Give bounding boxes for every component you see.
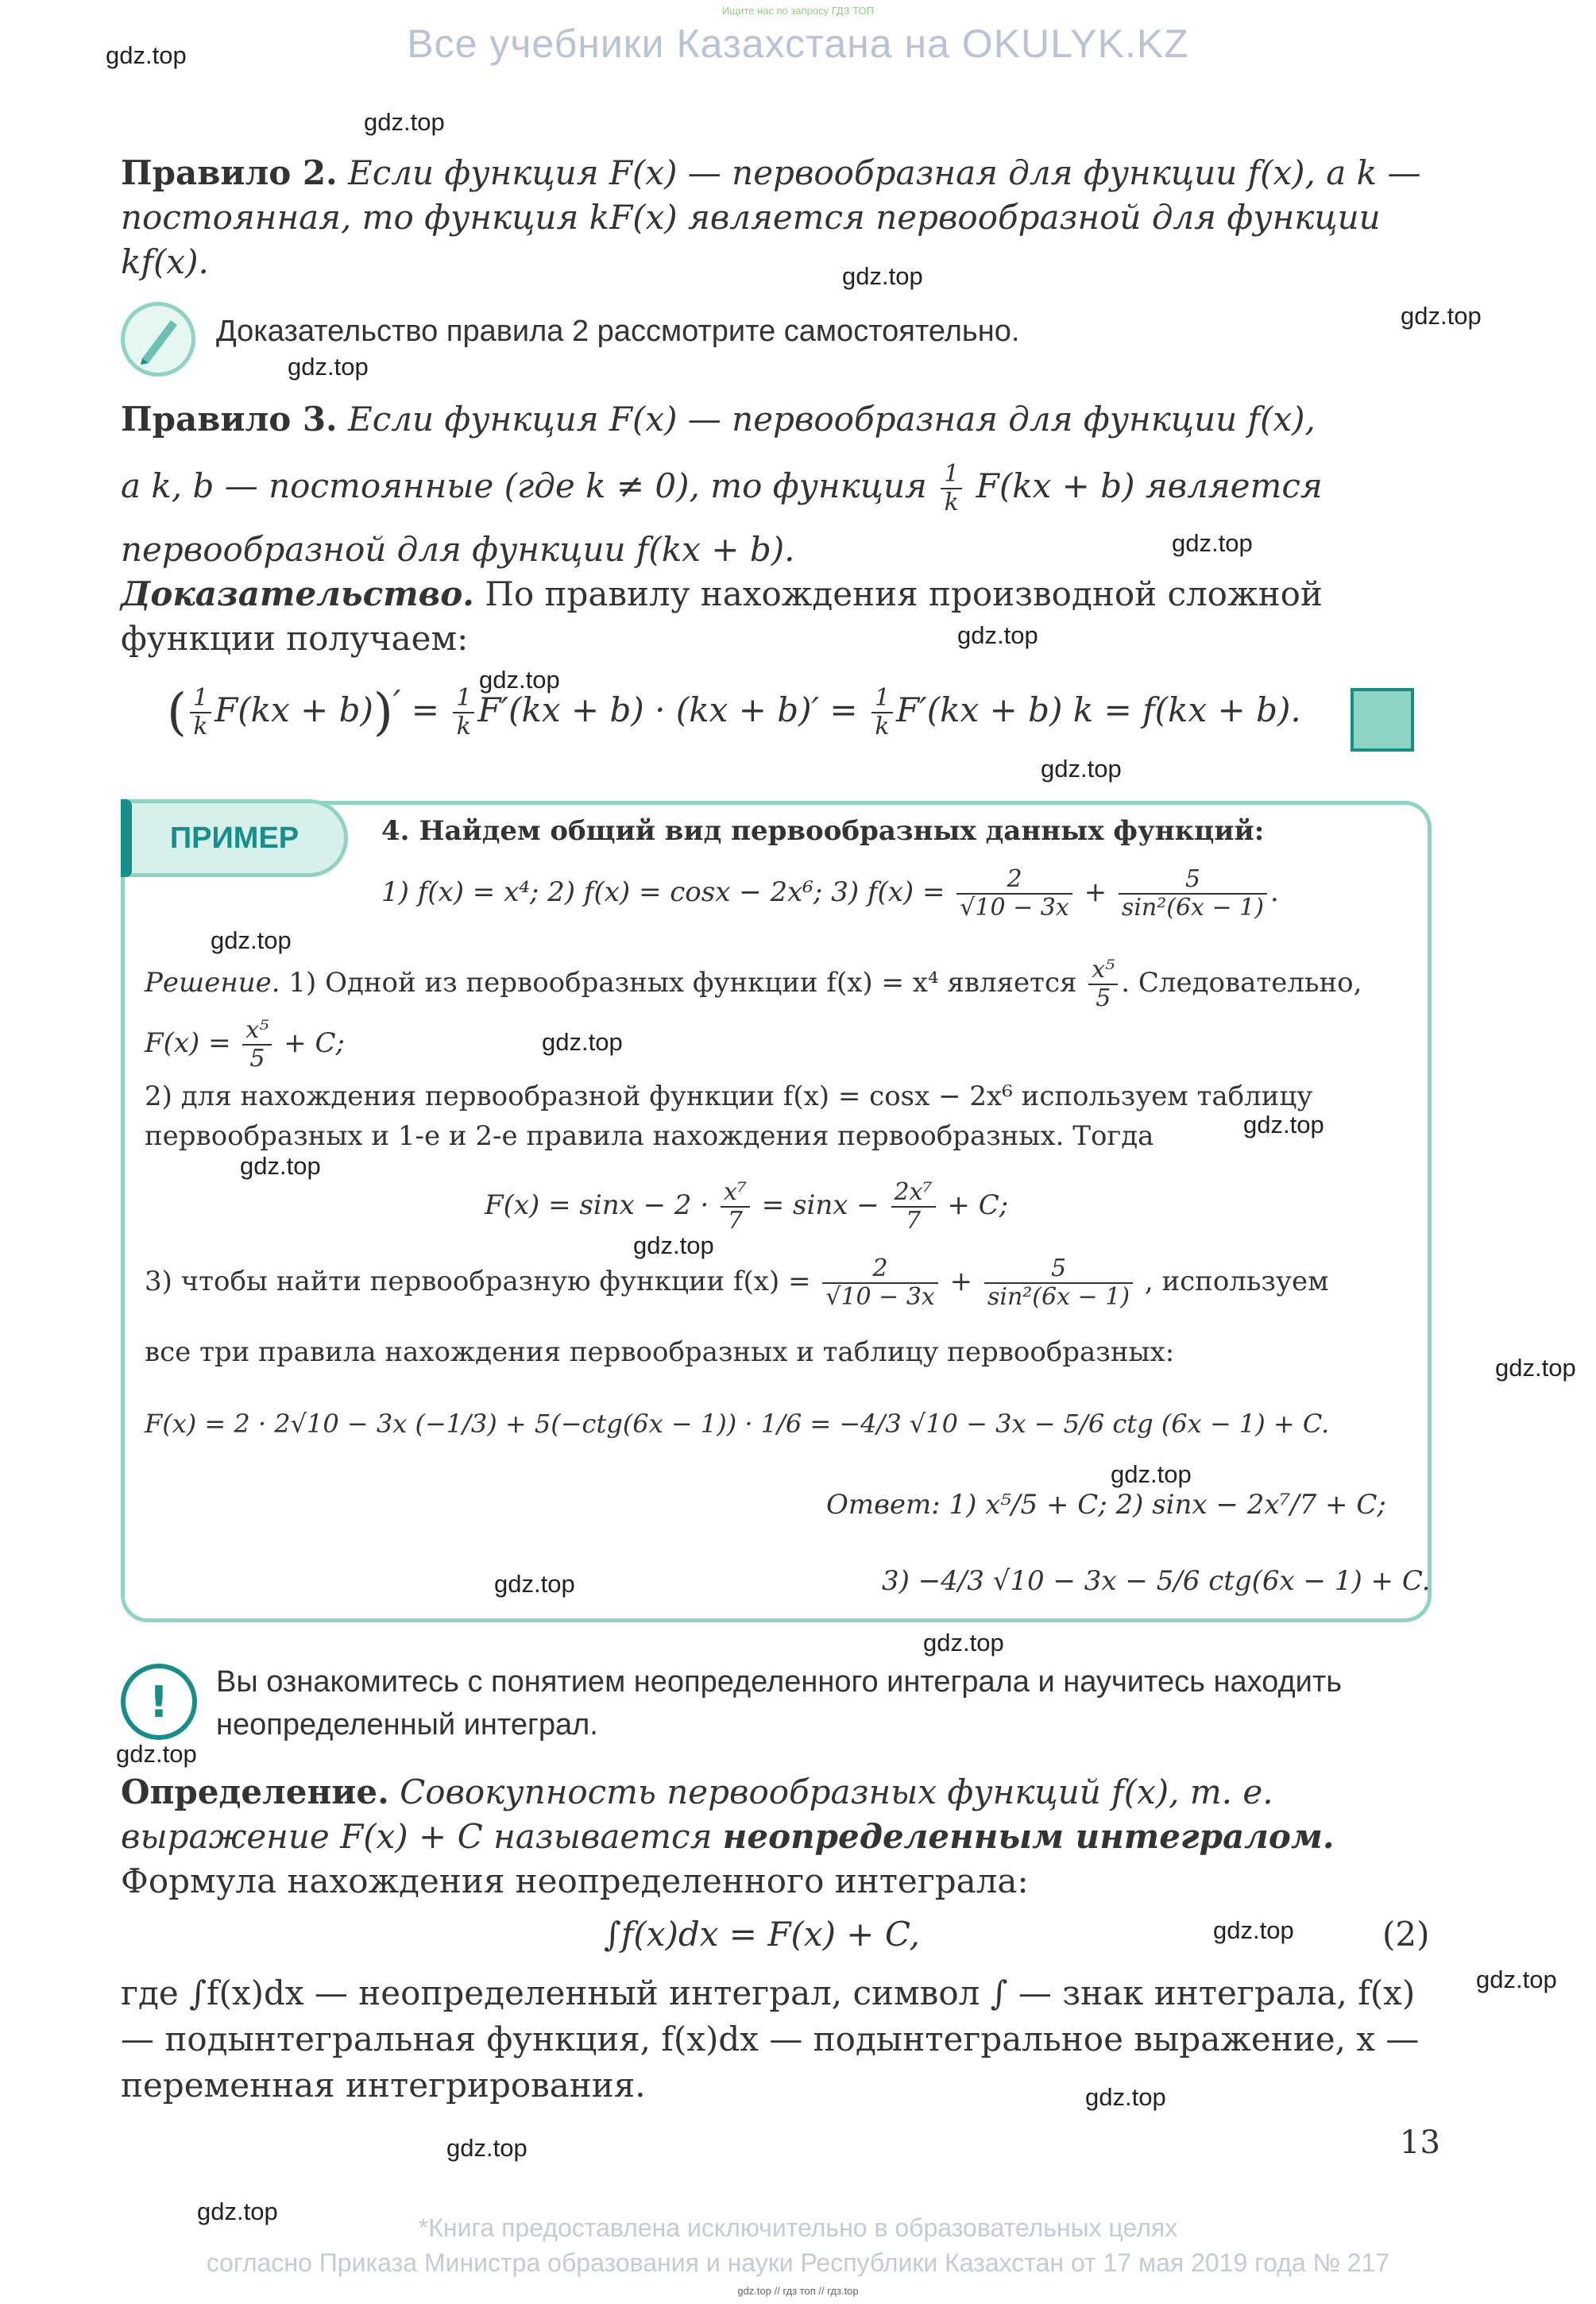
end-of-proof-square: [1351, 688, 1414, 752]
example-tab: ПРИМЕР: [121, 799, 348, 877]
proof-label: Доказательство.: [121, 574, 474, 613]
solution-step-2-line-2: первообразных и 1-е и 2-е правила нахождения первообразных. Тогда: [145, 1120, 1154, 1152]
watermark: gdz.top: [197, 2198, 278, 2225]
page-number: 13: [1400, 2124, 1440, 2161]
definition-label: Определение.: [121, 1772, 389, 1811]
formula-number: (2): [1382, 1915, 1430, 1954]
watermark: gdz.top: [1476, 1966, 1557, 1993]
proof-formula: ( $\frac{1}{k}$ F(kx + b))′ = $\frac{1}{k}$ F′(kx + b) · (kx + b)′ = $\frac{1}{k}$ F′(kx + b) k = f(kx + b).: [167, 683, 1301, 742]
info-note: Вы ознакомитесь с понятием неопределенного интеграла и научитесь находить неопределенный интеграл.: [216, 1665, 1343, 1742]
watermark: gdz.top: [1172, 529, 1253, 557]
site-banner[interactable]: Все учебники Казахстана на OKULYK.KZ: [407, 21, 1189, 66]
solution-step-3-line-2: все три правила нахождения первообразных и таблицу первообразных:: [145, 1336, 1175, 1368]
watermark: gdz.top: [1111, 1460, 1192, 1488]
explanation: где ∫f(x)dx — неопределенный интеграл, символ ∫ — знак интеграла, f(x) — подынтегральная функция, f(x)dx — подынтегральное выражение, x — переменная интегрирования.: [121, 1973, 1420, 2105]
footer-line-2: согласно Приказа Министра образования и науки Республики Казахстан от 17 мая 2019 года № 217: [206, 2248, 1390, 2277]
definition: Определение. Совокупность первообразных функций f(x), т. е. выражение F(x) + C называется неопределенным интегралом.: [121, 1772, 1335, 1856]
example-functions: 1) f(x) = x⁴; 2) f(x) = cosx − 2x⁶; 3) f(x) = $\frac{2}{√10 - 3x}$ + $\frac{5}{\text{sin²(6x − 1)}}$ .: [381, 865, 1279, 922]
watermark: gdz.top: [1495, 1354, 1576, 1382]
solution-step-3: 3) чтобы найти первообразную функции f(x) = $\frac{2}{√10 - 3x}$ + $\frac{5}{\text{sin²(6x − 1)}}$ , используем: [145, 1254, 1329, 1311]
watermark: gdz.top: [1041, 755, 1122, 783]
watermark: gdz.top: [1213, 1916, 1294, 1944]
solution-step-2-line-1: 2) для нахождения первообразной функции f(x) = cosx − 2x⁶ используем таблицу: [145, 1080, 1313, 1112]
watermark: gdz.top: [633, 1231, 714, 1259]
rule-2-text: Если функция F(x) — первообразная для функции f(x), а k — постоянная, то функция kF(x) является первообразной для функции kf(x).: [121, 153, 1421, 281]
watermark: gdz.top: [542, 1028, 623, 1056]
rule-3-line3: первообразной для функции f(kx + b).: [121, 530, 795, 569]
footer-line-1: *Книга предоставлена исключительно в образовательных целях: [418, 2213, 1178, 2242]
watermark: gdz.top: [211, 926, 292, 954]
proof-note: Доказательство правила 2 рассмотрите самостоятельно.: [216, 315, 1020, 348]
watermark: gdz.top: [1401, 302, 1482, 330]
watermark: gdz.top: [957, 621, 1038, 649]
rule-3-label: Правило 3.: [121, 400, 338, 439]
integral-formula: ∫f(x)dx = F(x) + C,: [604, 1915, 920, 1954]
watermark: gdz.top: [842, 262, 923, 290]
watermark: gdz.top: [494, 1570, 575, 1598]
rule-3-line1: Правило 3. Если функция F(x) — первообразная для функции f(x),: [121, 400, 1316, 439]
answer-line-2: 3) −4/3 √10 − 3x − 5/6 ctg(6x − 1) + C.: [882, 1565, 1431, 1597]
rule-3-line2: а k, b — постоянные (где k ≠ 0), то функция $\frac{1}{k}$ F(kx + b) является: [121, 460, 1323, 516]
watermark: gdz.top: [479, 666, 560, 694]
watermark: gdz.top: [240, 1152, 321, 1180]
watermark: gdz.top: [1085, 2083, 1166, 2111]
watermark: gdz.top: [116, 1740, 197, 1768]
solution-F2: F(x) = sinx − 2 · $\frac{\text{x⁷}}{7}$ = sinx − $\frac{\text{2x⁷}}{7}$ + C;: [485, 1178, 1009, 1235]
search-hint: Ищите нас по запросу ГДЗ ТОП: [722, 5, 874, 17]
answer-line-1: Ответ: 1) x⁵/5 + C; 2) sinx − 2x⁷/7 + C;: [826, 1489, 1386, 1521]
watermark: gdz.top: [446, 2134, 527, 2162]
proof-paragraph: [121, 572, 1439, 661]
formula-intro: Формула нахождения неопределенного интеграла:: [121, 1861, 1029, 1900]
proof-text: По правилу нахождения производной сложной функции получаем:: [121, 574, 1323, 658]
solution-line-1: Решение. 1) Одной из первообразных функции f(x) = x⁴ является $\frac{\text{x⁵}}{5}$ . Следовательно,: [145, 956, 1362, 1012]
solution-F1: F(x) = $\frac{\text{x⁵}}{5}$ + C;: [145, 1016, 345, 1073]
watermark: gdz.top: [1243, 1111, 1324, 1138]
footer-line-3: gdz.top // гдз топ // гдз.top: [737, 2285, 859, 2297]
fraction-1-k: $\frac{1}{k}$: [941, 461, 962, 516]
watermark: gdz.top: [364, 108, 445, 136]
solution-F3: F(x) = 2 · 2√10 − 3x (−1/3) + 5(−ctg(6x − 1)) · 1/6 = −4/3 √10 − 3x − 5/6 ctg (6x − 1) + C.: [145, 1409, 1330, 1439]
rule-2-label: Правило 2.: [121, 153, 338, 192]
pencil-icon: [121, 302, 195, 377]
watermark: gdz.top: [106, 41, 187, 69]
example-task: 4. Найдем общий вид первообразных данных функций:: [381, 815, 1265, 847]
rule-2: [121, 151, 1439, 284]
watermark: gdz.top: [288, 353, 369, 381]
exclamation-icon: !: [121, 1664, 197, 1740]
watermark: gdz.top: [923, 1629, 1004, 1656]
